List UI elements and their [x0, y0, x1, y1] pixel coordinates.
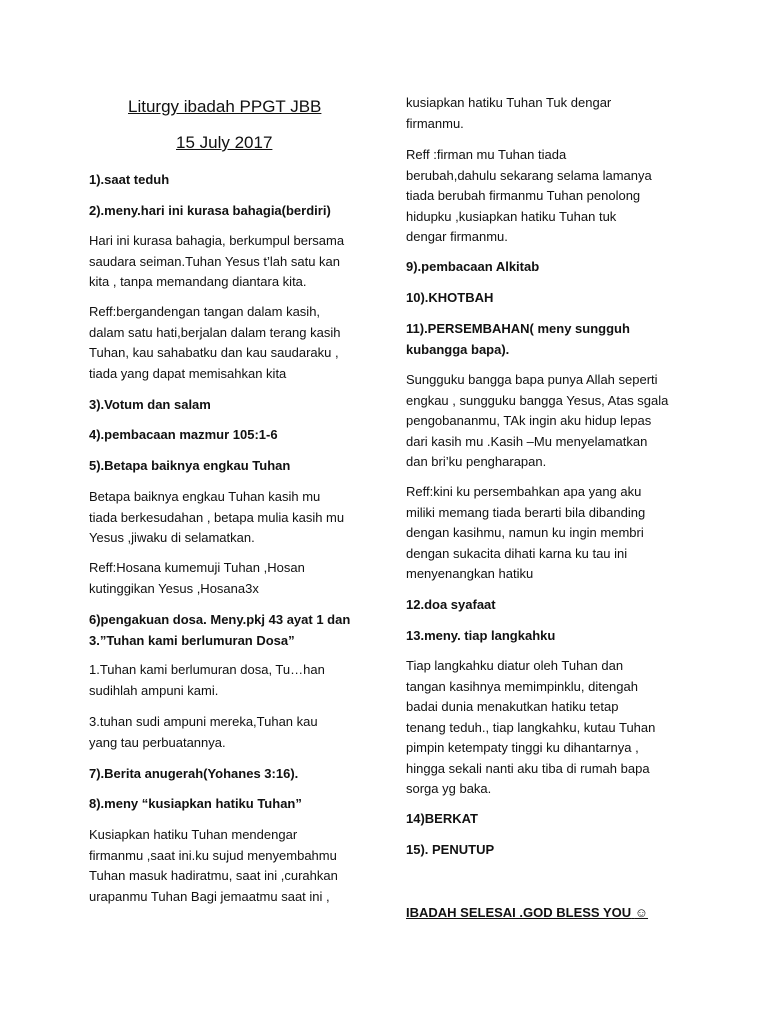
item-11-verse: [406, 370, 688, 473]
refrain-line: Reff:bergandengan tangan dalam kasih,: [89, 304, 321, 319]
item-13-heading: 13.meny. tiap langkahku: [406, 628, 556, 643]
heading-line: 11).PERSEMBAHAN( meny sungguh: [406, 321, 630, 336]
verse-line: kusiapkan hatiku Tuhan Tuk dengar: [406, 95, 612, 110]
item-11-refrain: [406, 482, 688, 585]
item-6-heading: [89, 610, 373, 651]
item-6-verse-3: [89, 712, 373, 753]
item-1-heading: 1).saat teduh: [89, 172, 170, 187]
item-11-heading: [406, 319, 688, 360]
refrain-line: tiada yang dapat memisahkan kita: [89, 365, 287, 381]
refrain-line: hidupku ,kusiapkan hatiku Tuhan tuk: [406, 208, 617, 224]
refrain-line: Reff:Hosana kumemuji Tuhan ,Hosan: [89, 560, 305, 575]
document-date: 15 July 2017: [176, 133, 273, 152]
verse-line: firmanmu.: [406, 115, 464, 131]
verse-line: Tiap langkahku diatur oleh Tuhan dan: [406, 658, 624, 673]
verse-line: Betapa baiknya engkau Tuhan kasih mu: [89, 489, 321, 504]
item-9-heading: 9).pembacaan Alkitab: [406, 259, 540, 274]
verse-line: Tuhan masuk hadiratmu, saat ini ,curahkan: [89, 868, 338, 883]
item-6-verse-1: [89, 660, 373, 701]
refrain-line: dengan sukacita dihati karna ku tau ini: [406, 545, 628, 561]
verse-line: urapanmu Tuhan Bagi jemaatmu saat ini ,: [89, 888, 330, 904]
item-10-heading: 10).KHOTBAH: [406, 290, 494, 305]
verse-line: sudihlah ampuni kami.: [89, 682, 219, 698]
item-4-heading: 4).pembacaan mazmur 105:1-6: [89, 427, 278, 442]
verse-line: 3.tuhan sudi ampuni mereka,Tuhan kau: [89, 714, 318, 729]
verse-line: dan bri’ku pengharapan.: [406, 454, 547, 469]
verse-line: hingga sekali nanti aku tiba di rumah bapa: [406, 760, 650, 776]
verse-line: kita , tanpa memandang diantara kita.: [89, 274, 307, 289]
item-13-verse: [406, 656, 688, 800]
item-5-heading: 5).Betapa baiknya engkau Tuhan: [89, 458, 291, 473]
item-3-heading: 3).Votum dan salam: [89, 397, 211, 412]
verse-line: engkau , sungguku bangga Yesus, Atas sgala: [406, 392, 669, 408]
refrain-line: Reff:kini ku persembahkan apa yang aku: [406, 484, 642, 499]
item-8-refrain: [406, 145, 688, 248]
item-5-verse: [89, 487, 373, 549]
item-5-refrain: [89, 558, 373, 599]
verse-line: sorga yg baka.: [406, 781, 492, 796]
closing-text: IBADAH SELESAI .GOD BLESS YOU: [406, 905, 632, 920]
verse-line: Hari ini kurasa bahagia, berkumpul bersama: [89, 233, 345, 248]
verse-line: yang tau perbuatannya.: [89, 734, 226, 750]
verse-line: tiada berkesudahan , betapa mulia kasih mu: [89, 509, 345, 525]
refrain-line: dengar firmanmu.: [406, 229, 508, 244]
item-15-heading: 15). PENUTUP: [406, 842, 495, 857]
refrain-line: menyenangkan hatiku: [406, 566, 534, 581]
item-7-heading: 7).Berita anugerah(Yohanes 3:16).: [89, 766, 299, 781]
smiley-icon: ☺: [634, 905, 649, 920]
refrain-line: berubah,dahulu sekarang selama lamanya: [406, 167, 652, 183]
item-2-refrain: [89, 302, 373, 384]
item-2-heading: 2).meny.hari ini kurasa bahagia(berdiri): [89, 203, 331, 218]
item-12-heading: 12.doa syafaat: [406, 597, 496, 612]
verse-line: pimpin ketempaty tinggi ku dihantarnya ,: [406, 740, 639, 755]
verse-line: saudara seiman.Tuhan Yesus t’lah satu kan: [89, 253, 341, 269]
verse-line: dari kasih mu .Kasih –Mu menyelamatkan: [406, 433, 648, 449]
verse-line: tenang teduh., tiap langkahku, kutau Tuhan: [406, 719, 656, 735]
verse-line: tangan kasihnya memimpinklu, ditengah: [406, 678, 638, 694]
refrain-line: dengan kasihmu, namun ku ingin membri: [406, 525, 644, 540]
item-8-verse: [89, 825, 373, 907]
closing-line: [406, 903, 688, 924]
document-title: Liturgy ibadah PPGT JBB: [128, 97, 322, 116]
item-2-verse: [89, 231, 373, 293]
refrain-line: Tuhan, kau sahabatku dan kau saudaraku ,: [89, 345, 339, 360]
item-8-heading: 8).meny “kusiapkan hatiku Tuhan”: [89, 796, 302, 811]
verse-line: Yesus ,jiwaku di selamatkan.: [89, 530, 255, 545]
verse-line: firmanmu ,saat ini.ku sujud menyembahmu: [89, 847, 337, 863]
verse-line: pengobananmu, TAk ingin aku hidup lepas: [406, 413, 652, 428]
heading-line: 6)pengakuan dosa. Meny.pkj 43 ayat 1 dan: [89, 612, 351, 627]
verse-line: Kusiapkan hatiku Tuhan mendengar: [89, 827, 298, 842]
refrain-line: Reff :firman mu Tuhan tiada: [406, 147, 567, 162]
verse-line: badai dunia menakutkan hatiku tetap: [406, 699, 619, 714]
verse-line: 1.Tuhan kami berlumuran dosa, Tu…han: [89, 662, 325, 677]
verse-line: Sungguku bangga bapa punya Allah seperti: [406, 372, 658, 387]
refrain-line: tiada berubah firmanmu Tuhan penolong: [406, 188, 641, 203]
heading-line: 3.”Tuhan kami berlumuran Dosa”: [89, 632, 295, 648]
refrain-line: dalam satu hati,berjalan dalam terang kasih: [89, 324, 341, 340]
item-8-verse-continued: [406, 93, 688, 134]
refrain-line: miliki memang tiada berarti bila dibanding: [406, 504, 646, 520]
heading-line: kubangga bapa).: [406, 341, 510, 357]
refrain-line: kutinggikan Yesus ,Hosana3x: [89, 580, 259, 596]
item-14-heading: 14)BERKAT: [406, 811, 478, 826]
